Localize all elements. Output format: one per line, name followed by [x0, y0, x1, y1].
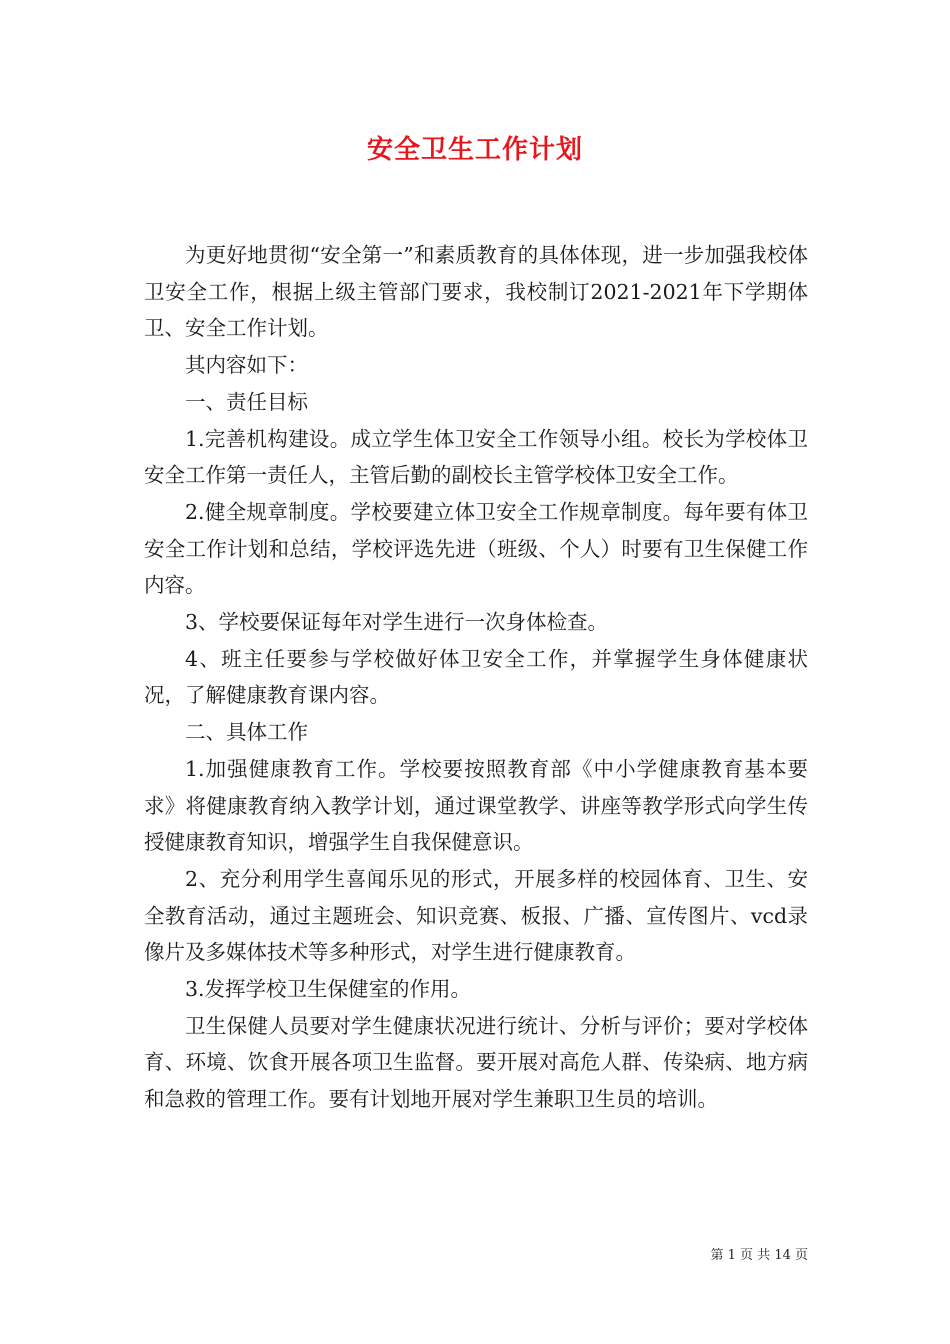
paragraph: 卫生保健人员要对学生健康状况进行统计、分析与评价；要对学校体育、环境、饮食开展各项卫生监督。要开展对高危人群、传染病、地方病和急救的管理工作。要有计划地开展对学生兼职卫生员的培训。	[144, 1013, 808, 1112]
paragraph: 2、充分利用学生喜闻乐见的形式，开展多样的校园体育、卫生、安全教育活动，通过主题班会、知识竞赛、板报、广播、宣传图片、vcd录像片及多媒体技术等多种形式，对学生进行健康教育。	[144, 866, 808, 965]
paragraph: 3、学校要保证每年对学生进行一次身体检查。	[185, 610, 609, 635]
section-heading: 二、具体工作	[185, 720, 308, 745]
document-title: 安全卫生工作计划	[366, 135, 583, 165]
page-footer	[711, 1246, 808, 1266]
document-body	[144, 237, 808, 1118]
paragraph: 2.健全规章制度。学校要建立体卫安全工作规章制度。每年要有体卫安全工作计划和总结，学校评选先进（班级、个人）时要有卫生保健工作内容。	[144, 499, 808, 598]
paragraph: 为更好地贯彻“安全第一”和素质教育的具体体现，进一步加强我校体卫安全工作，根据上级主管部门要求，我校制订2021-2021年下学期体卫、安全工作计划。	[144, 243, 808, 341]
paragraph: 1.完善机构建设。成立学生体卫安全工作领导小组。校长为学校体卫安全工作第一责任人，主管后勤的副校长主管学校体卫安全工作。	[144, 426, 808, 488]
paragraph: 4、班主任要参与学校做好体卫安全工作，并掌握学生身体健康状况，了解健康教育课内容。	[144, 646, 808, 708]
paragraph: 3.发挥学校卫生保健室的作用。	[185, 977, 472, 1002]
paragraph: 1.加强健康教育工作。学校要按照教育部《中小学健康教育基本要求》将健康教育纳入教学计划，通过课堂教学、讲座等教学形式向学生传授健康教育知识，增强学生自我保健意识。	[144, 756, 808, 855]
paragraph: 其内容如下：	[185, 353, 308, 378]
section-heading: 一、责任目标	[185, 389, 308, 414]
page-number-label: 第 1 页 共 14 页	[710, 1248, 808, 1263]
